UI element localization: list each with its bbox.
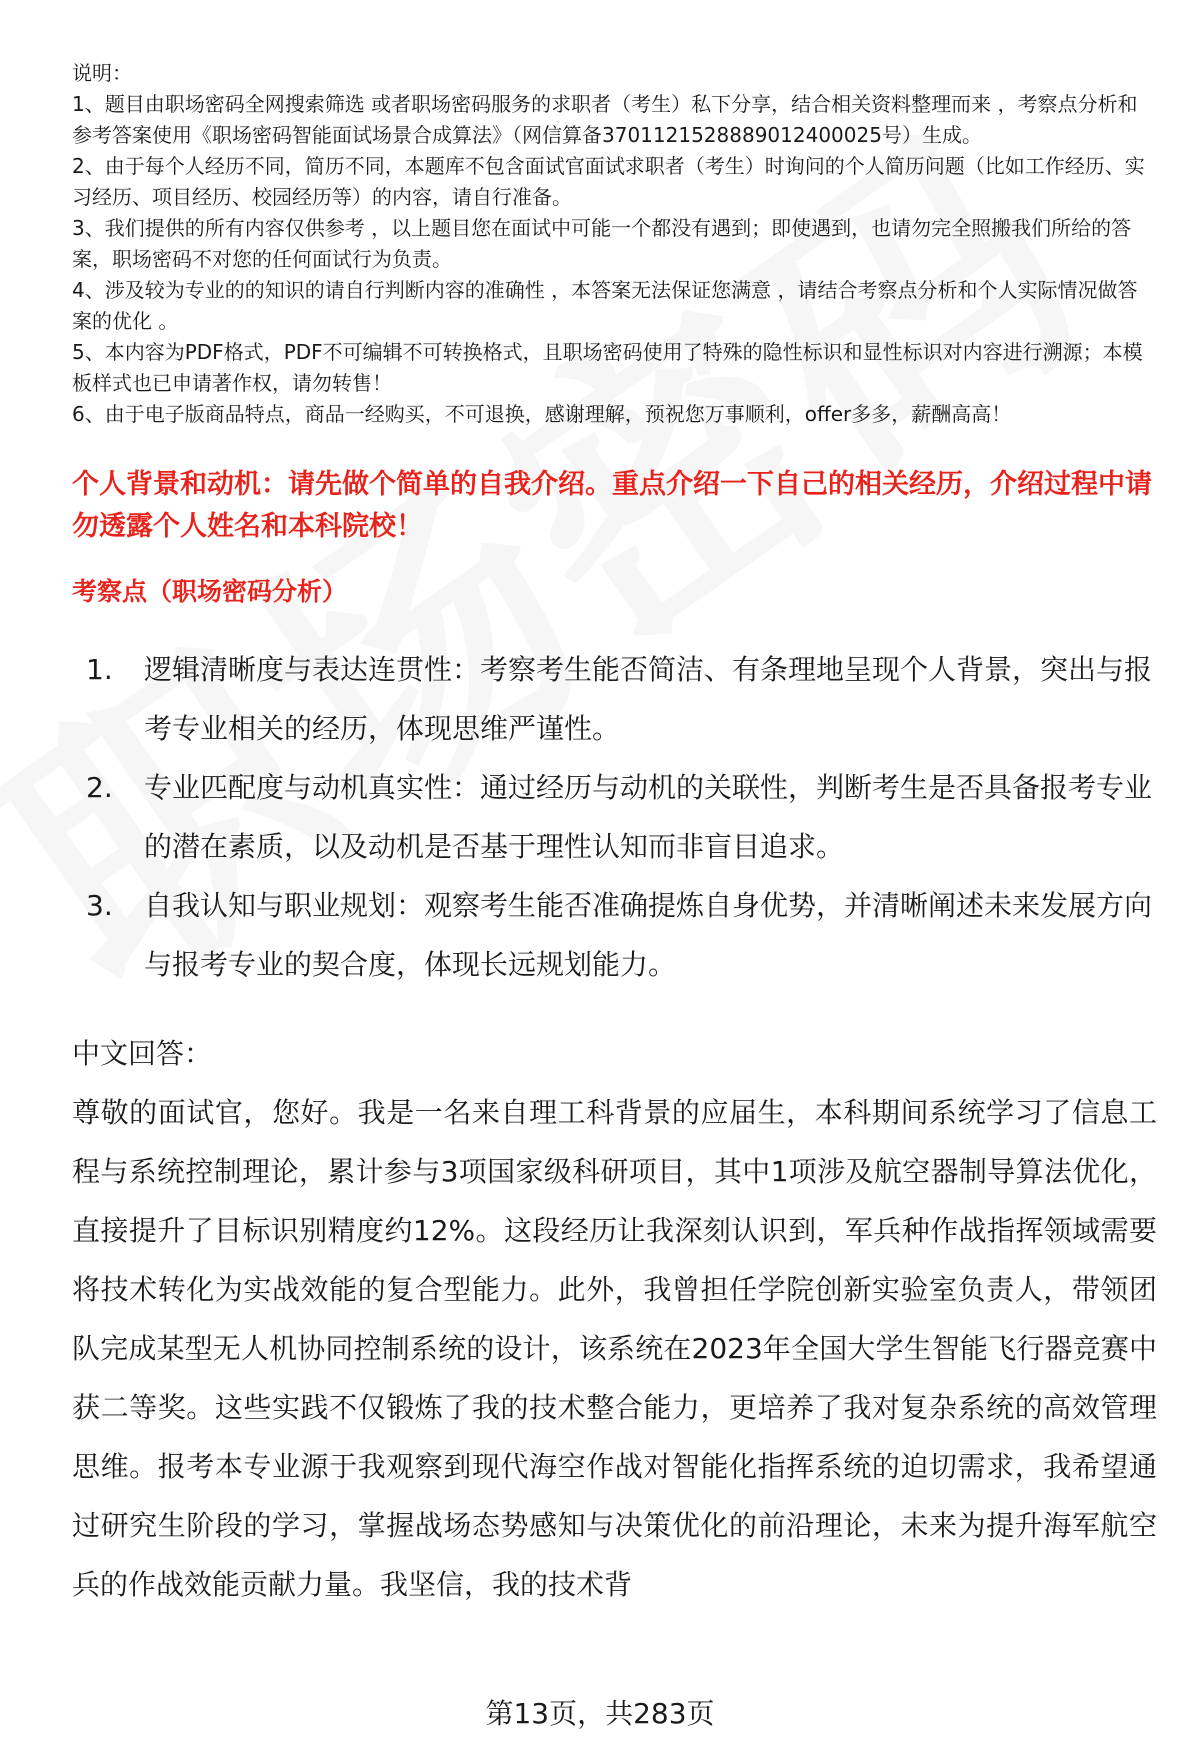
analysis-heading: 考察点（职场密码分析）: [72, 577, 348, 606]
document-page: [72, 58, 1157, 1614]
interview-question: 个人背景和动机：请先做个简单的自我介绍。重点介绍一下自己的相关经历，介绍过程中请勿透露个人姓名和本科院校！: [72, 469, 1152, 542]
point-text: 逻辑清晰度与表达连贯性：考察考生能否简洁、有条理地呈现个人背景，突出与报考专业相关的经历，体现思维严谨性。: [144, 653, 1153, 745]
notice-item-4: 4、涉及较为专业的的知识的请自行判断内容的准确性 ，本答案无法保证您满意 ，请结合考察点分析和个人实际情况做答案的优化 。: [72, 278, 1138, 333]
point-number: 1.: [86, 653, 113, 686]
notice-item-3: 3、我们提供的所有内容仅供参考 ，以上题目您在面试中可能一个都没有遇到；即使遇到，也请勿完全照搬我们所给的答案，职场密码不对您的任何面试行为负责。: [72, 216, 1132, 271]
answer-label: 中文回答：: [72, 1037, 213, 1070]
page-number: 第13页，共283页: [485, 1697, 715, 1730]
point-number: 3.: [86, 889, 113, 922]
notice-title: 说明：: [72, 61, 132, 85]
notice-item-5: 5、本内容为PDF格式，PDF不可编辑不可转换格式，且职场密码使用了特殊的隐性标识和显性标识对内容进行溯源；本模板样式也已申请著作权，请勿转售！: [72, 340, 1143, 395]
analysis-point: [72, 876, 1157, 994]
point-number: 2.: [86, 771, 113, 804]
notice-item-6: 6、由于电子版商品特点，商品一经购买，不可退换，感谢理解，预祝您万事顺利，offer多多，薪酬高高！: [72, 402, 1012, 426]
analysis-point: [72, 640, 1157, 758]
analysis-points: [72, 640, 1157, 994]
answer-body: 尊敬的面试官，您好。我是一名来自理工科背景的应届生，本科期间系统学习了信息工程与系统控制理论，累计参与3项国家级科研项目，其中1项涉及航空器制导算法优化，直接提升了目标识别精度约12%。这段经历让我深刻认识到，军兵种作战指挥领域需要将技术转化为实战效能的复合型能力。此外，我曾担任学院创新实验室负责人，带领团队完成某型无人机协同控制系统的设计，该系统在2023年全国大学生智能飞行器竞赛中获二等奖。这些实践不仅锻炼了我的技术整合能力，更培养了我对复杂系统的高效管理思维。报考本专业源于我观察到现代海空作战对智能化指挥系统的迫切需求，我希望通过研究生阶段的学习，掌握战场态势感知与决策优化的前沿理论，未来为提升海军航空兵的作战效能贡献力量。我坚信，我的技术背: [72, 1096, 1157, 1601]
notice-item-1: 1、题目由职场密码全网搜索筛选 或者职场密码服务的求职者（考生）私下分享，结合相关资料整理而来 ，考察点分析和参考答案使用《职场密码智能面试场景合成算法》（网信算备3701121528889012400025号）生成。: [72, 92, 1138, 147]
point-text: 自我认知与职业规划：观察考生能否准确提炼自身优势，并清晰阐述未来发展方向与报考专业的契合度，体现长远规划能力。: [144, 889, 1153, 981]
analysis-point: [72, 758, 1157, 876]
notice-item-2: 2、由于每个人经历不同，简历不同，本题库不包含面试官面试求职者（考生）时询问的个人简历问题（比如工作经历、实习经历、项目经历、校园经历等）的内容，请自行准备。: [72, 154, 1145, 209]
point-text: 专业匹配度与动机真实性：通过经历与动机的关联性，判断考生是否具备报考专业的潜在素质，以及动机是否基于理性认知而非盲目追求。: [144, 771, 1153, 863]
